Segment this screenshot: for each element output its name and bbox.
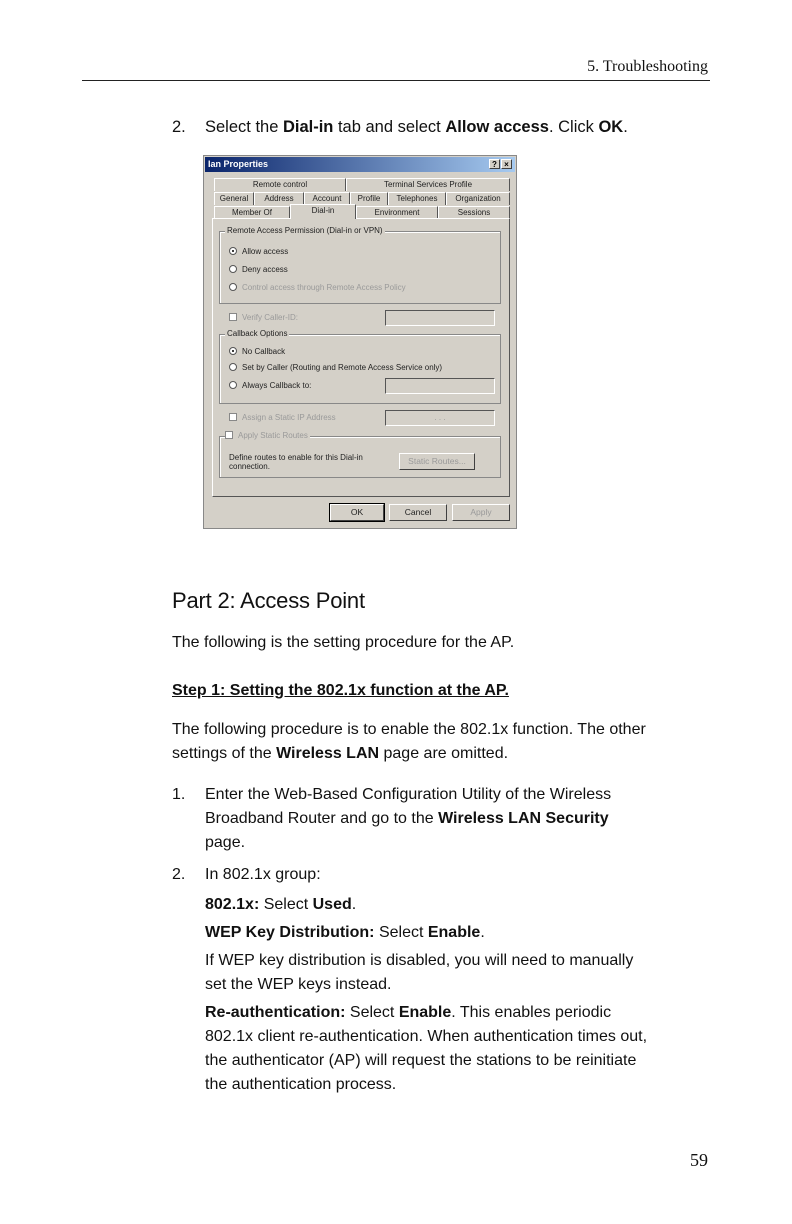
apply-button[interactable]: Apply xyxy=(452,504,510,521)
allow-access-radio[interactable] xyxy=(229,247,288,256)
apply-static-routes-label: Apply Static Routes xyxy=(238,431,308,440)
description-line-2 xyxy=(172,742,717,766)
wireless-lan-security-emphasis: Wireless LAN Security xyxy=(438,810,609,827)
tab-address[interactable]: Address xyxy=(254,192,304,205)
no-callback-radio[interactable] xyxy=(229,347,285,356)
text: Select xyxy=(259,896,313,913)
setting-value: Used xyxy=(312,896,352,913)
callback-number-field[interactable] xyxy=(385,378,495,394)
radio-selected-icon xyxy=(229,347,237,355)
list-number-1: 1. xyxy=(172,786,186,803)
reauth-line-1 xyxy=(205,1001,715,1025)
checkbox-icon xyxy=(229,413,237,421)
checkbox-icon xyxy=(229,313,237,321)
verify-caller-id-label: Verify Caller-ID: xyxy=(242,313,299,322)
text: Select xyxy=(345,1004,399,1021)
reauth-line-4: the authentication process. xyxy=(205,1076,397,1093)
checkbox-icon xyxy=(225,431,233,439)
text: settings of the xyxy=(172,745,277,762)
set-by-caller-radio[interactable] xyxy=(229,363,442,372)
running-header: 5. Troubleshooting xyxy=(587,58,708,75)
radio-icon xyxy=(229,265,237,273)
list-item-1 xyxy=(205,783,715,855)
permission-group-label: Remote Access Permission (Dial-in or VPN) xyxy=(227,226,383,235)
list-number-2: 2. xyxy=(172,866,186,883)
item-2-intro: In 802.1x group: xyxy=(205,866,321,883)
step-1-heading: Step 1: Setting the 802.1x function at the AP. xyxy=(172,682,509,699)
callback-group-label: Callback Options xyxy=(227,329,288,338)
setting-re-authentication xyxy=(205,1001,715,1097)
static-routes-button[interactable]: Static Routes... xyxy=(399,453,475,470)
dialog-titlebar xyxy=(205,157,515,172)
static-ip-field[interactable]: . . . xyxy=(385,410,495,426)
control-access-label: Control access through Remote Access Policy xyxy=(242,283,406,292)
text: . xyxy=(351,896,357,913)
item-1-line-1: Enter the Web-Based Configuration Utility of the Wireless xyxy=(205,786,612,803)
text: page are omitted. xyxy=(379,745,509,762)
tab-organization[interactable]: Organization xyxy=(446,192,510,205)
setting-wep-key-distribution xyxy=(205,921,715,945)
tab-remote-control[interactable]: Remote control xyxy=(214,178,346,191)
tab-general[interactable]: General xyxy=(214,192,254,205)
setting-value: Enable xyxy=(427,924,481,941)
setting-8021x xyxy=(205,893,715,917)
text: Select the xyxy=(205,118,283,136)
control-access-radio[interactable] xyxy=(229,283,406,292)
text: . xyxy=(480,924,485,941)
wep-note xyxy=(205,949,715,997)
setting-label: Re-authentication: xyxy=(205,1004,346,1021)
apply-static-routes-checkbox[interactable] xyxy=(225,431,310,440)
always-callback-label: Always Callback to: xyxy=(242,381,312,390)
radio-icon xyxy=(229,283,237,291)
text: . This enables periodic xyxy=(451,1004,612,1021)
ok-button[interactable]: OK xyxy=(330,504,384,521)
tab-sessions[interactable]: Sessions xyxy=(438,206,510,219)
dial-in-panel xyxy=(212,218,510,497)
description-paragraph xyxy=(172,718,717,766)
section-heading: Part 2: Access Point xyxy=(172,588,365,613)
close-icon[interactable]: × xyxy=(501,159,512,169)
cancel-button[interactable]: Cancel xyxy=(389,504,447,521)
text: tab and select xyxy=(333,118,446,136)
wireless-lan-emphasis: Wireless LAN xyxy=(276,745,380,762)
tab-telephones[interactable]: Telephones xyxy=(388,192,446,205)
allow-access-emphasis: Allow access xyxy=(445,118,549,136)
setting-label: 802.1x: xyxy=(205,896,260,913)
step-2-instruction xyxy=(172,118,628,137)
radio-icon xyxy=(229,381,237,389)
setting-value: Enable xyxy=(398,1004,452,1021)
text: Broadband Router and go to the xyxy=(205,810,439,827)
header-rule xyxy=(82,80,710,81)
page-number: 59 xyxy=(690,1150,708,1170)
text: . xyxy=(623,118,628,136)
radio-selected-icon xyxy=(229,247,237,255)
ok-emphasis: OK xyxy=(598,118,624,136)
tab-profile[interactable]: Profile xyxy=(350,192,388,205)
define-routes-text: Define routes to enable for this Dial-in connection. xyxy=(229,453,363,471)
verify-caller-id-checkbox[interactable] xyxy=(229,313,298,322)
list-item-2 xyxy=(205,863,715,1097)
assign-static-ip-checkbox[interactable] xyxy=(229,413,336,422)
item-1-line-3: page. xyxy=(205,834,246,851)
assign-static-ip-label: Assign a Static IP Address xyxy=(242,413,336,422)
caller-id-field[interactable] xyxy=(385,310,495,326)
tab-environment[interactable]: Environment xyxy=(356,206,438,219)
intro-paragraph: The following is the setting procedure for the AP. xyxy=(172,634,515,651)
allow-access-label: Allow access xyxy=(242,247,289,256)
deny-access-label: Deny access xyxy=(242,265,288,274)
tab-dial-in[interactable]: Dial-in xyxy=(290,204,356,219)
no-callback-label: No Callback xyxy=(242,347,286,356)
reauth-line-2: 802.1x client re-authentication. When authentication times out, xyxy=(205,1028,648,1045)
wep-note-line-1: If WEP key distribution is disabled, you will need to manually xyxy=(205,952,634,969)
step-number: 2. xyxy=(172,118,186,136)
deny-access-radio[interactable] xyxy=(229,265,288,274)
reauth-line-3: the authenticator (AP) will request the stations to be reinitiate xyxy=(205,1052,637,1069)
dialog-title: Ian Properties xyxy=(208,159,269,169)
always-callback-radio[interactable] xyxy=(229,381,311,390)
tab-terminal-services-profile[interactable]: Terminal Services Profile xyxy=(346,178,510,191)
tab-member-of[interactable]: Member Of xyxy=(214,206,290,219)
properties-dialog xyxy=(203,155,517,529)
tab-account[interactable]: Account xyxy=(304,192,350,205)
set-by-caller-label: Set by Caller (Routing and Remote Access Service only) xyxy=(242,363,443,372)
description-line-1: The following procedure is to enable the 802.1x function. The other xyxy=(172,721,646,738)
item-1-line-2 xyxy=(205,807,715,831)
text: . Click xyxy=(548,118,599,136)
setting-label: WEP Key Distribution: xyxy=(205,924,375,941)
text: Select xyxy=(374,924,428,941)
help-icon[interactable]: ? xyxy=(489,159,500,169)
dial-in-emphasis: Dial-in xyxy=(282,118,334,136)
radio-icon xyxy=(229,363,237,371)
wep-note-line-2: set the WEP keys instead. xyxy=(205,976,392,993)
